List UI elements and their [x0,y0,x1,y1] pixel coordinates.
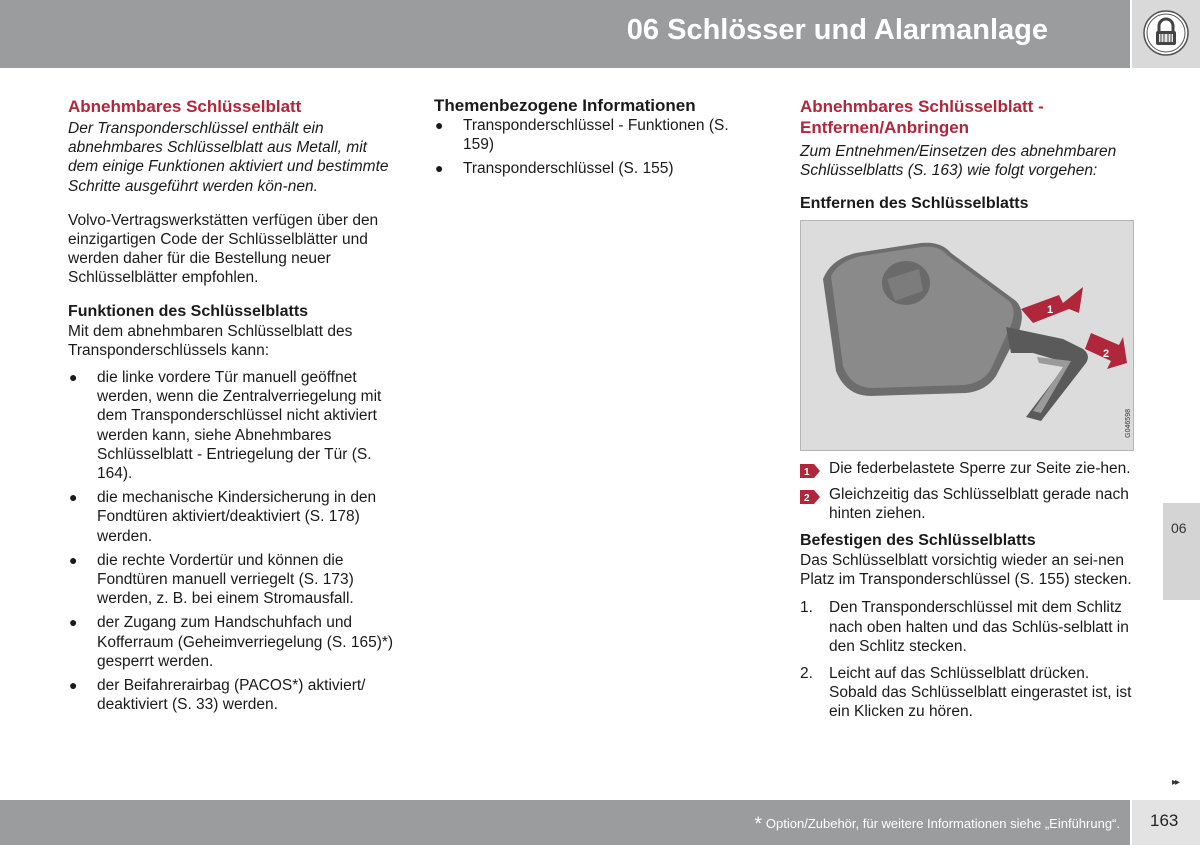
functions-list [68,368,398,714]
footnote: * Option/Zubehör, für weitere Informationen siehe „Einführung“. [754,814,1120,835]
chapter-side-tab[interactable] [1163,503,1200,600]
column-2 [434,96,744,184]
key-illustration [800,220,1134,451]
list-item: ● der Zugang zum Handschuhfach und Kofferraum (Geheimverriegelung (S. 165)*) gesperrt werden. [69,614,394,670]
remove-heading: Entfernen des Schlüsselblatts [800,195,1029,213]
arrow-1-icon [1021,287,1083,323]
section-heading-removable-key-blade: Abnehmbares Schlüsselblatt [68,97,302,116]
related-link[interactable]: ● Transponderschlüssel - Funktionen (S. 159) [435,117,729,154]
related-link[interactable]: ● Transponderschlüssel (S. 155) [435,160,674,178]
step-item: 1. Den Transponderschlüssel mit dem Schlitz nach oben halten und das Schlüs-selblatt in den Schlitz stecken. [800,599,1129,655]
svg-text:1: 1 [804,467,810,479]
instructions-intro: Zum Entnehmen/Einsetzen des abnehmbaren Schlüsselblatts (S. 163) wie folgt vorgehen: [800,143,1117,180]
column-3 [800,96,1134,730]
callout-marker-icon [800,490,820,504]
callout-item: 2 Gleichzeitig das Schlüsselblatt gerade nach hinten ziehen. [800,485,1134,523]
chapter-header [0,0,1130,68]
chapter-icon-box [1132,0,1200,68]
list-item: ● die mechanische Kindersicherung in den Fondtüren aktiviert/deaktiviert (S. 178) werden. [69,489,377,545]
attach-steps [800,598,1134,721]
chapter-title: 06 Schlösser und Alarmanlage [626,14,1048,46]
intro-text: Der Transponderschlüssel enthält ein abnehmbares Schlüsselblatt aus Metall, mit dem einige Funktionen aktiviert und bestimmte Schritte ausgeführt werden kön-nen. [68,120,389,195]
arrow-2-icon [1085,333,1127,369]
related-info-list [434,116,744,179]
callout-marker-icon [800,464,820,478]
section-heading-remove-attach: Abnehmbares Schlüsselblatt - Entfernen/Anbringen [800,97,1044,137]
column-1 [68,96,398,719]
svg-text:1: 1 [1047,304,1054,317]
callout-item: 1 Die federbelastete Sperre zur Seite zie-hen. [800,459,1134,478]
attach-intro: Das Schlüsselblatt vorsichtig wieder an sei-nen Platz im Transponderschlüssel (S. 155) stecken. [800,552,1132,589]
callout-list [800,459,1134,523]
svg-text:2: 2 [804,492,810,504]
related-info-heading: Themenbezogene Informationen [434,96,696,115]
side-tab-label: 06 [1171,520,1187,536]
page-number-box [1132,800,1200,845]
svg-text:2: 2 [1103,348,1110,361]
list-item: ● die rechte Vordertür und können die Fondtüren manuell verriegelt (S. 173) werden, z. B. bei einem Stromausfall. [69,551,354,608]
functions-intro: Mit dem abnehmbaren Schlüsselblatt des Transponderschlüssels kann: [68,322,353,359]
page-footer [0,800,1130,845]
step-item: 2. Leicht auf das Schlüsselblatt drücken. Sobald das Schlüsselblatt eingerastet ist, ist ein Klicken zu hören. [800,665,1132,721]
functions-heading: Funktionen des Schlüsselblatts [68,302,309,320]
page-number: 163 [1150,811,1179,830]
workshop-paragraph: Volvo-Vertragswerkstätten verfügen über den einzigartigen Code der Schlüsselblätter und werden daher für die Bestellung neuer Schlüsselblätter empfohlen. [68,211,379,287]
figure-code: G046598 [1125,409,1132,439]
list-item: ● die linke vordere Tür manuell geöffnet werden, wenn die Zentralverriegelung mit dem Transponderschlüssel nicht aktiviert werden kann, siehe Abnehmbares Schlüsselblatt - Entriegelung der Tür (S. 164). [69,369,382,483]
padlock-icon [1141,8,1191,58]
list-item: ● der Beifahrerairbag (PACOS*) aktiviert/ deaktiviert (S. 33) werden. [69,677,366,714]
next-page-indicator-icon: ▸▸ [1172,777,1179,788]
attach-heading: Befestigen des Schlüsselblatts [800,532,1036,550]
